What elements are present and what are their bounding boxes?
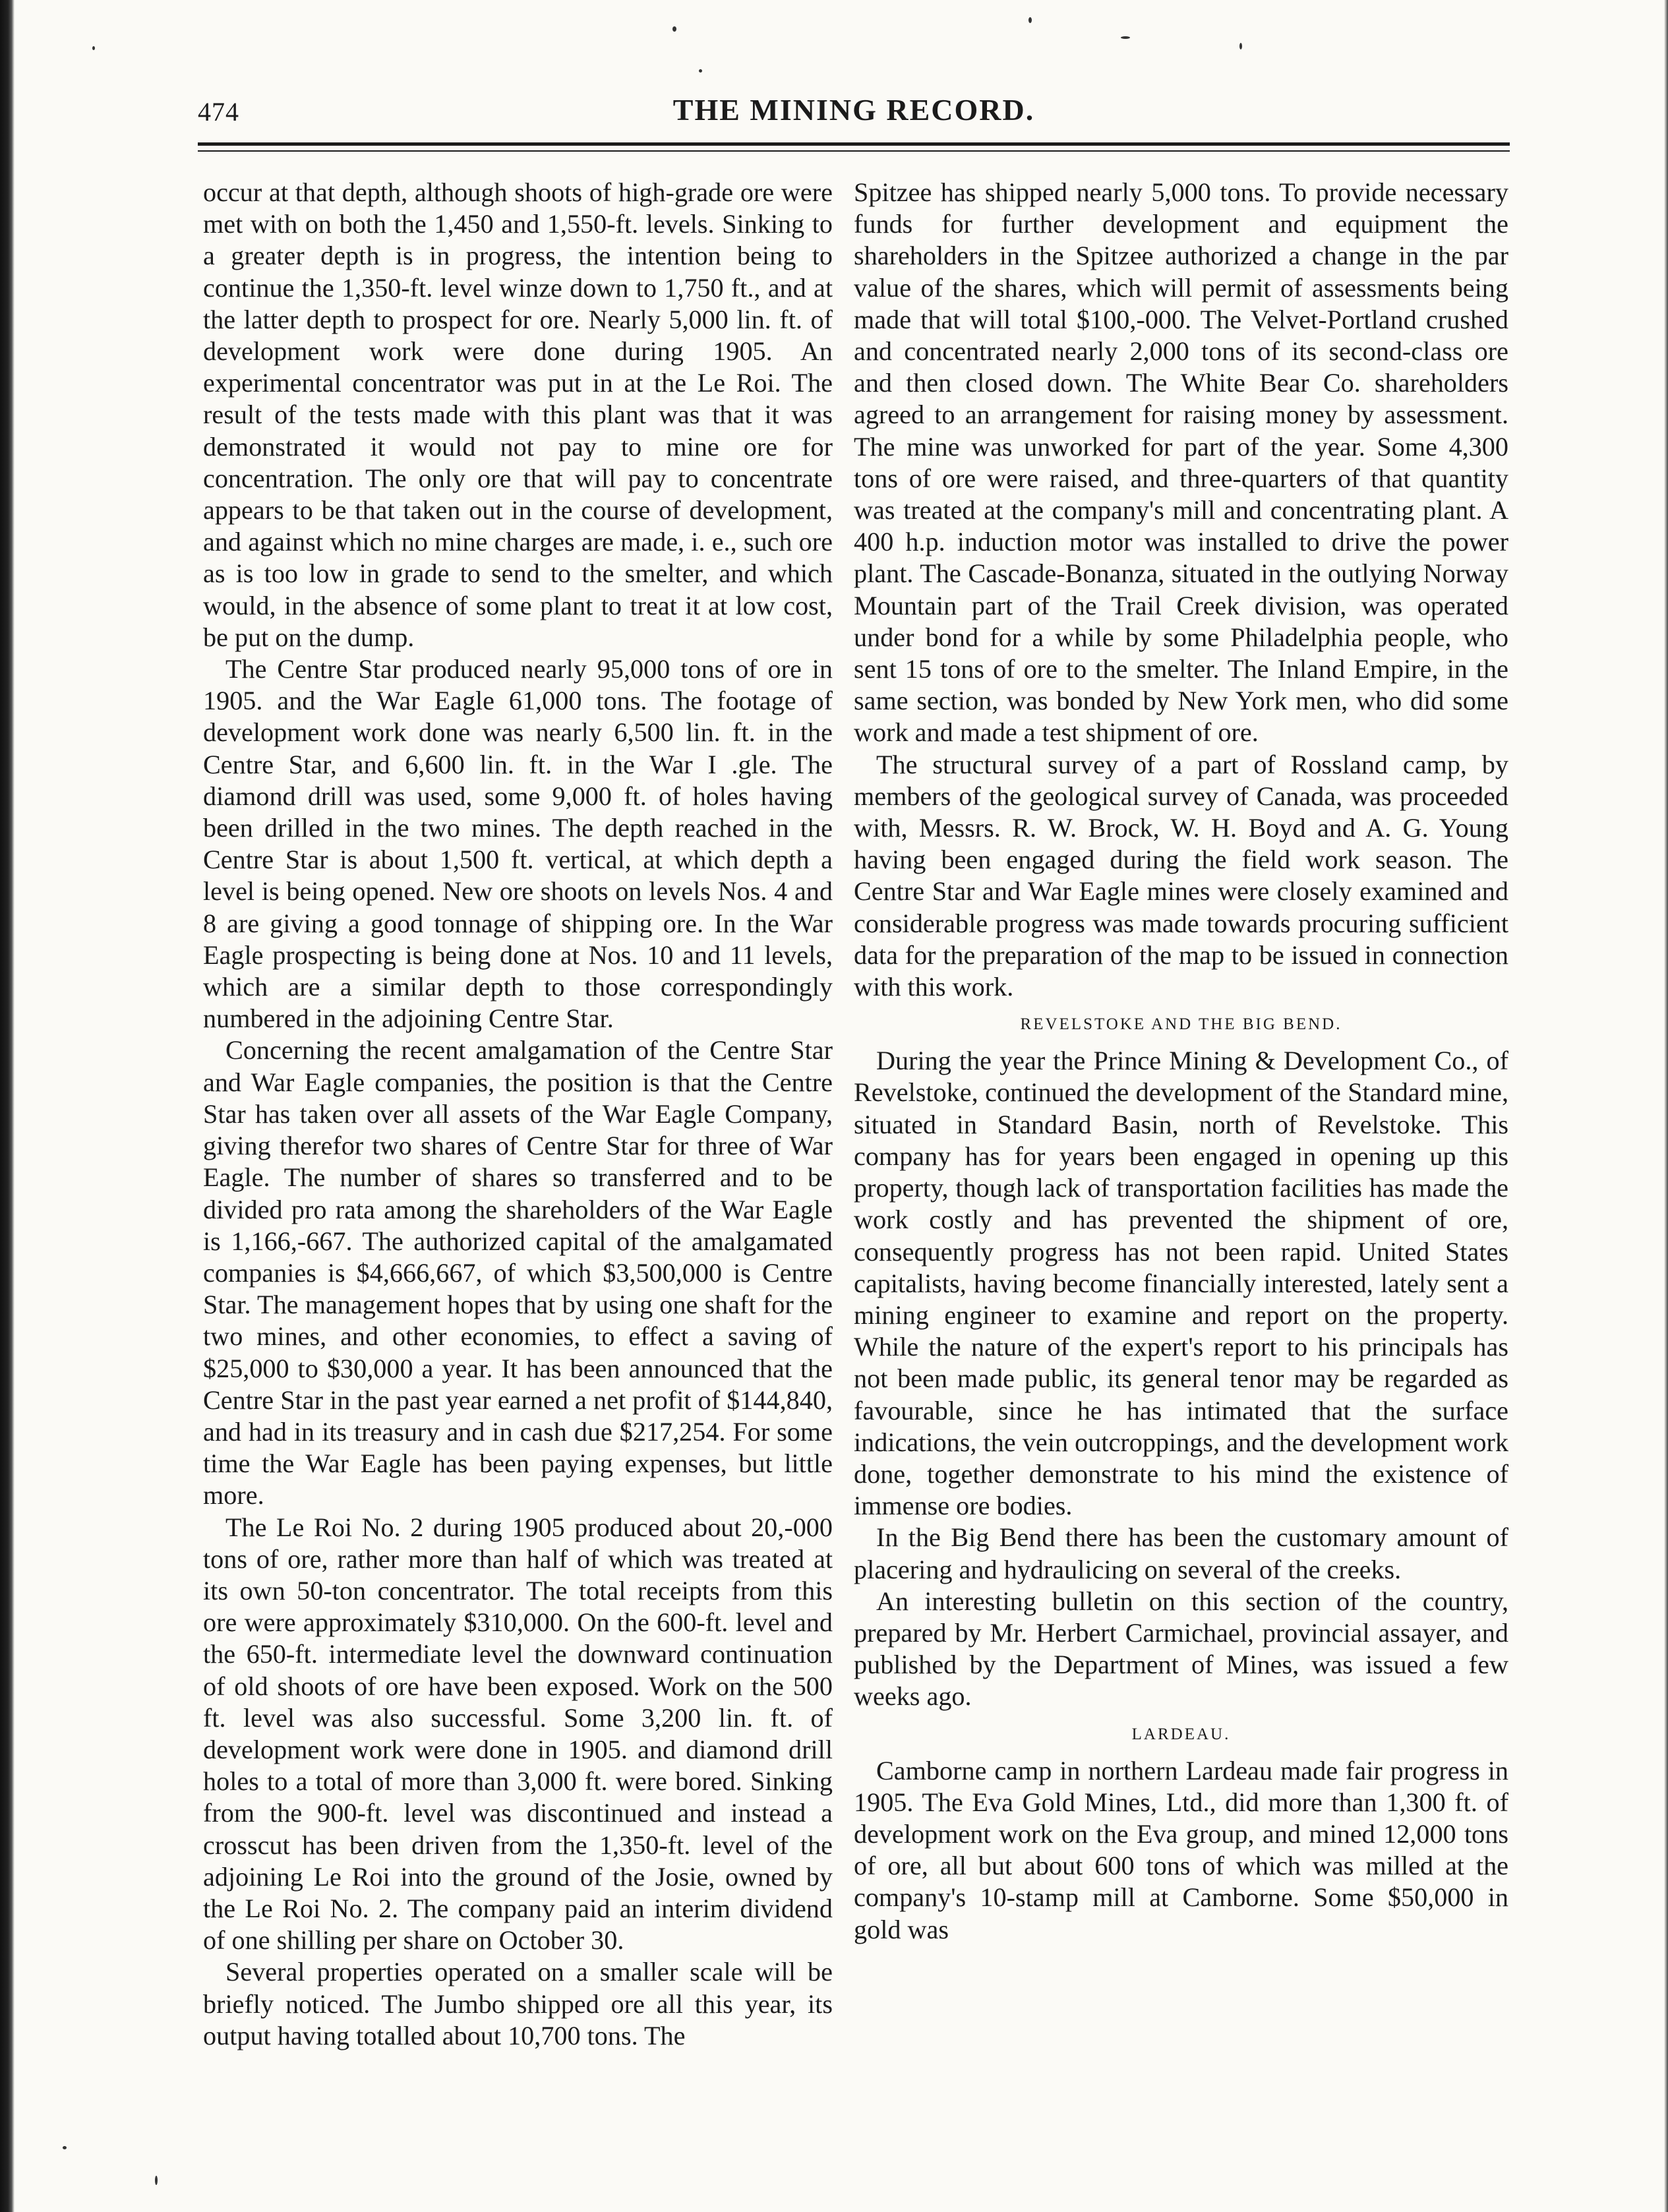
paragraph: Spitzee has shipped nearly 5,000 tons. To provide necessary funds for further development and equipment the shareholders in the Spitzee authorized a change in the par value of the shares, which will permit of assessments being made that will total $100,-000. The Velvet-Portland crushed and concentrated nearly 2,000 tons of its second-class ore and then closed down. The White Bear Co. shareholders agreed to an arrangement for raising money by assessment. The mine was unworked for part of the year. Some 4,300 tons of ore were raised, and three-quarters of that quantity was treated at the company's mill and concentrating plant. A 400 h.p. induction motor was installed to drive the power plant. The Cascade-Bonanza, situated in the outlying Norway Mountain part of the Trail Creek division, was operated under bond for a while by some Philadelphia people, who sent 15 tons of ore to the smelter. The Inland Empire, in the same section, was bonded by New York men, who did some work and made a test shipment of ore.	[854, 177, 1508, 748]
paragraph: An interesting bulletin on this section of the country, prepared by Mr. Herbert Carmichael, provincial assayer, and published by the Department of Mines, was issued a few weeks ago.	[854, 1586, 1508, 1712]
paragraph: The Centre Star produced nearly 95,000 tons of ore in 1905. and the War Eagle 61,000 tons. The footage of development work done was nearly 6,500 lin. ft. in the Centre Star, and 6,600 lin. ft. in the War I .gle. The diamond drill was used, some 9,000 ft. of holes having been drilled in the two mines. The depth reached in the Centre Star is about 1,500 ft. vertical, at which depth a level is being opened. New ore shoots on levels Nos. 4 and 8 are giving a good tonnage of shipping ore. In the War Eagle prospecting is being done at Nos. 10 and 11 levels, which are a similar depth to those correspondingly numbered in the adjoining Centre Star.	[203, 654, 833, 1034]
paragraph: During the year the Prince Mining & Development Co., of Revelstoke, continued the development of the Standard mine, situated in Standard Basin, north of Revelstoke. This company has for years been engaged in opening up this property, though lack of transportation facilities has made the work costly and has prevented the shipment of ore, consequently progress has not been rapid. United States capitalists, having become financially interested, lately sent a mining engineer to examine and report on the property. While the nature of the expert's report to his principals has not been made public, its general tenor may be regarded as favourable, since he has intimated that the surface indications, the vein outcroppings, and the development work done, together demonstrate to his mind the existence of immense ore bodies.	[854, 1046, 1508, 1521]
section-heading-revelstoke: REVELSTOKE AND THE BIG BEND.	[1020, 1015, 1342, 1034]
scan-speck	[1121, 36, 1130, 39]
scan-speck	[155, 2176, 158, 2185]
running-title: THE MINING RECORD.	[672, 93, 1035, 127]
scan-speck	[92, 46, 95, 50]
paragraph: Several properties operated on a smaller scale will be briefly noticed. The Jumbo shipped ore all this year, its output having totalled about 10,700 tons. The	[203, 1957, 833, 2050]
section-heading-lardeau: LARDEAU.	[1131, 1725, 1231, 1743]
paragraph: The Le Roi No. 2 during 1905 produced about 20,-000 tons of ore, rather more than half of which was treated at its own 50-ton concentrator. The total receipts from this ore were approximately $310,000. On the 600-ft. level and the 650-ft. intermediate level the downward continuation of old shoots of ore have been exposed. Work on the 500 ft. level was also successful. Some 3,200 lin. ft. of development work were done in 1905. and diamond drill holes to a total of more than 3,000 ft. were bored. Sinking from the 900-ft. level was discontinued and instead a crosscut has been driven from the 1,350-ft. level of the adjoining Le Roi into the ground of the Josie, owned by the Le Roi No. 2. The company paid an interim dividend of one shilling per share on October 30.	[203, 1512, 833, 1956]
scan-right-edge	[1664, 0, 1668, 2212]
paragraph: Concerning the recent amalgamation of the Centre Star and War Eagle companies, the position is that the Centre Star has taken over all assets of the War Eagle Company, giving therefor two shares of Centre Star for three of War Eagle. The number of shares so transferred and to be divided pro rata among the shareholders of the War Eagle is 1,166,-667. The authorized capital of the amalgamated companies is $4,666,667, of which $3,500,000 is Centre Star. The management hopes that by using one shaft for the two mines, and other economies, to effect a saving of $25,000 to $30,000 a year. It has been announced that the Centre Star in the past year earned a net profit of $144,840, and had in its treasury and in cash due $217,254. For some time the War Eagle has been paying expenses, but little more.	[203, 1035, 833, 1510]
paragraph: In the Big Bend there has been the customary amount of placering and hydraulicing on several of the creeks.	[854, 1522, 1508, 1584]
scan-speck	[672, 26, 676, 32]
scan-speck	[699, 69, 702, 73]
scan-binding-edge	[0, 0, 15, 2212]
paragraph: The structural survey of a part of Rossland camp, by members of the geological survey of Canada, was proceeded with, Messrs. R. W. Brock, W. H. Boyd and A. G. Young having been engaged during the field work season. The Centre Star and War Eagle mines were closely examined and considerable progress was made towards procuring sufficient data for the preparation of the map to be issued in connection with this work.	[854, 749, 1508, 1002]
page-header	[198, 92, 1510, 138]
header-rule-thick	[198, 142, 1510, 146]
left-column	[203, 177, 833, 2155]
scan-speck	[1028, 17, 1032, 23]
scan-speck	[63, 2146, 67, 2149]
header-rule-thin	[198, 150, 1510, 152]
paragraph: occur at that depth, although shoots of high-grade ore were met with on both the 1,450 and 1,550-ft. levels. Sinking to a greater depth is in progress, the intention being to continue the 1,350-ft. level winze down to 1,750 ft., and at the latter depth to prospect for ore. Nearly 5,000 lin. ft. of development work were done during 1905. An experimental concentrator was put in at the Le Roi. The result of the tests made with this plant was that it was demonstrated it would not pay to mine ore for concentration. The only ore that will pay to concentrate appears to be that taken out in the course of development, and against which no mine charges are made, i. e., such ore as is too low in grade to send to the smelter, and which would, in the absence of some plant to treat it at low cost, be put on the dump.	[203, 177, 833, 652]
paragraph: Camborne camp in northern Lardeau made fair progress in 1905. The Eva Gold Mines, Ltd., did more than 1,300 ft. of development work on the Eva group, and mined 12,000 tons of ore, all but about 600 tons of which was milled at the company's 10-stamp mill at Camborne. Some $50,000 in gold was	[854, 1755, 1508, 1944]
scan-speck	[1239, 43, 1242, 49]
right-column	[854, 177, 1508, 2155]
page-number: 474	[198, 97, 239, 127]
